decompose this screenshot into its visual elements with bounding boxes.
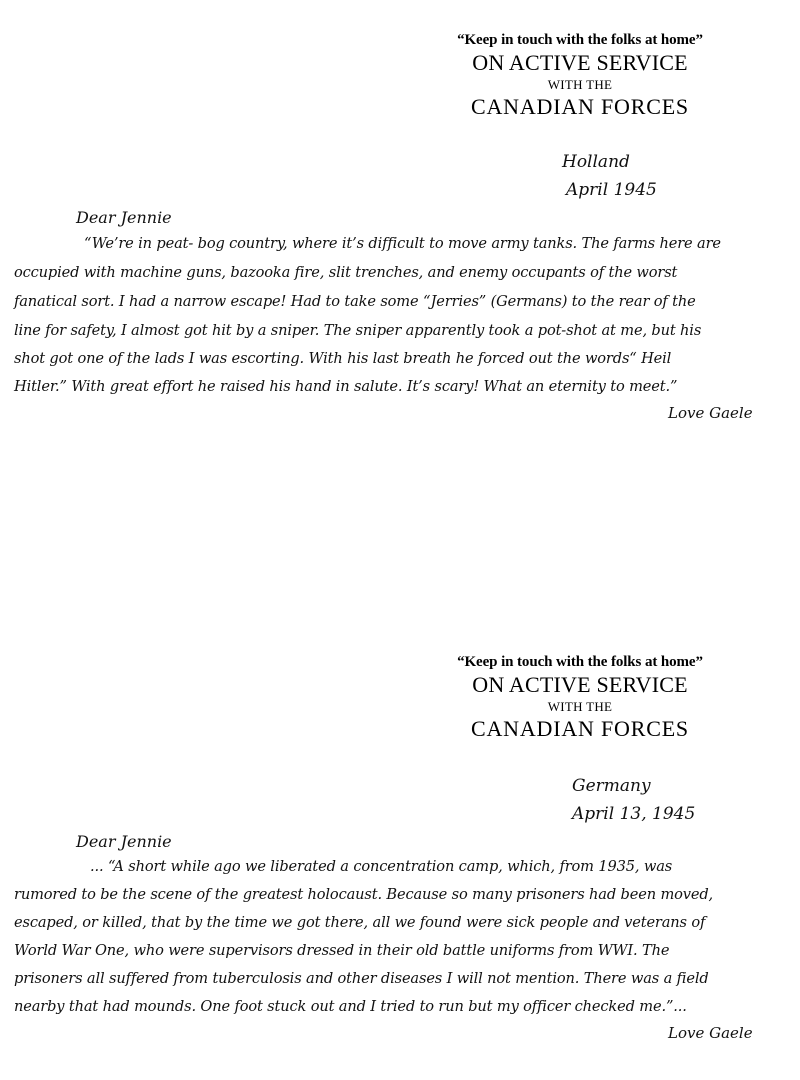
signoff: Love Gaele	[668, 404, 753, 422]
body-line: line for safety, I almost got hit by a sniper. The sniper apparently took a pot-shot at me, but his	[14, 322, 702, 339]
body-line: escaped, or killed, that by the time we got there, all we found were sick people and veterans of	[14, 914, 706, 931]
body-line: nearby that had mounds. One foot stuck out and I tried to run but my officer checked me.”...	[14, 998, 687, 1015]
letter-date: April 13, 1945	[572, 804, 696, 824]
body-line: prisoners all suffered from tuberculosis and other diseases I will not mention. There was a field	[14, 970, 709, 987]
body-line: rumored to be the scene of the greatest holocaust. Because so many prisoners had been moved,	[14, 886, 714, 903]
body-line: Hitler.” With great effort he raised his hand in salute. It’s scary! What an eternity to meet.”	[14, 378, 678, 395]
letterhead-subtitle: WITH THE	[547, 699, 613, 714]
body-line: shot got one of the lads I was escorting. With his last breath he forced out the words“ Heil	[14, 350, 672, 367]
body-line: ... “A short while ago we liberated a concentration camp, which, from 1935, was	[90, 858, 673, 875]
letterhead-motto: “Keep in touch with the folks at home”	[457, 654, 703, 670]
signoff: Love Gaele	[668, 1024, 753, 1042]
body-line: fanatical sort. I had a narrow escape! Had to take some “Jerries” (Germans) to the rear of the	[14, 293, 696, 310]
letter-place: Germany	[572, 776, 651, 796]
letter-place: Holland	[562, 152, 630, 172]
letterhead-forces: CANADIAN FORCES	[471, 716, 689, 741]
letterhead	[420, 652, 740, 742]
letterhead-title: ON ACTIVE SERVICE	[472, 672, 688, 697]
letter-date: April 1945	[566, 180, 657, 200]
letterhead-motto: “Keep in touch with the folks at home”	[457, 32, 703, 48]
body-line: “We’re in peat- bog country, where it’s difficult to move army tanks. The farms here are	[84, 235, 721, 252]
letterhead-forces: CANADIAN FORCES	[471, 94, 689, 119]
letter-germany	[0, 620, 800, 1080]
letterhead	[420, 30, 740, 120]
letterhead-title: ON ACTIVE SERVICE	[472, 50, 688, 75]
body-line: World War One, who were supervisors dressed in their old battle uniforms from WWI. The	[14, 942, 670, 959]
salutation: Dear Jennie	[76, 832, 172, 851]
body-line: occupied with machine guns, bazooka fire, slit trenches, and enemy occupants of the worst	[14, 264, 678, 281]
salutation: Dear Jennie	[76, 208, 172, 227]
letterhead-subtitle: WITH THE	[547, 77, 613, 92]
